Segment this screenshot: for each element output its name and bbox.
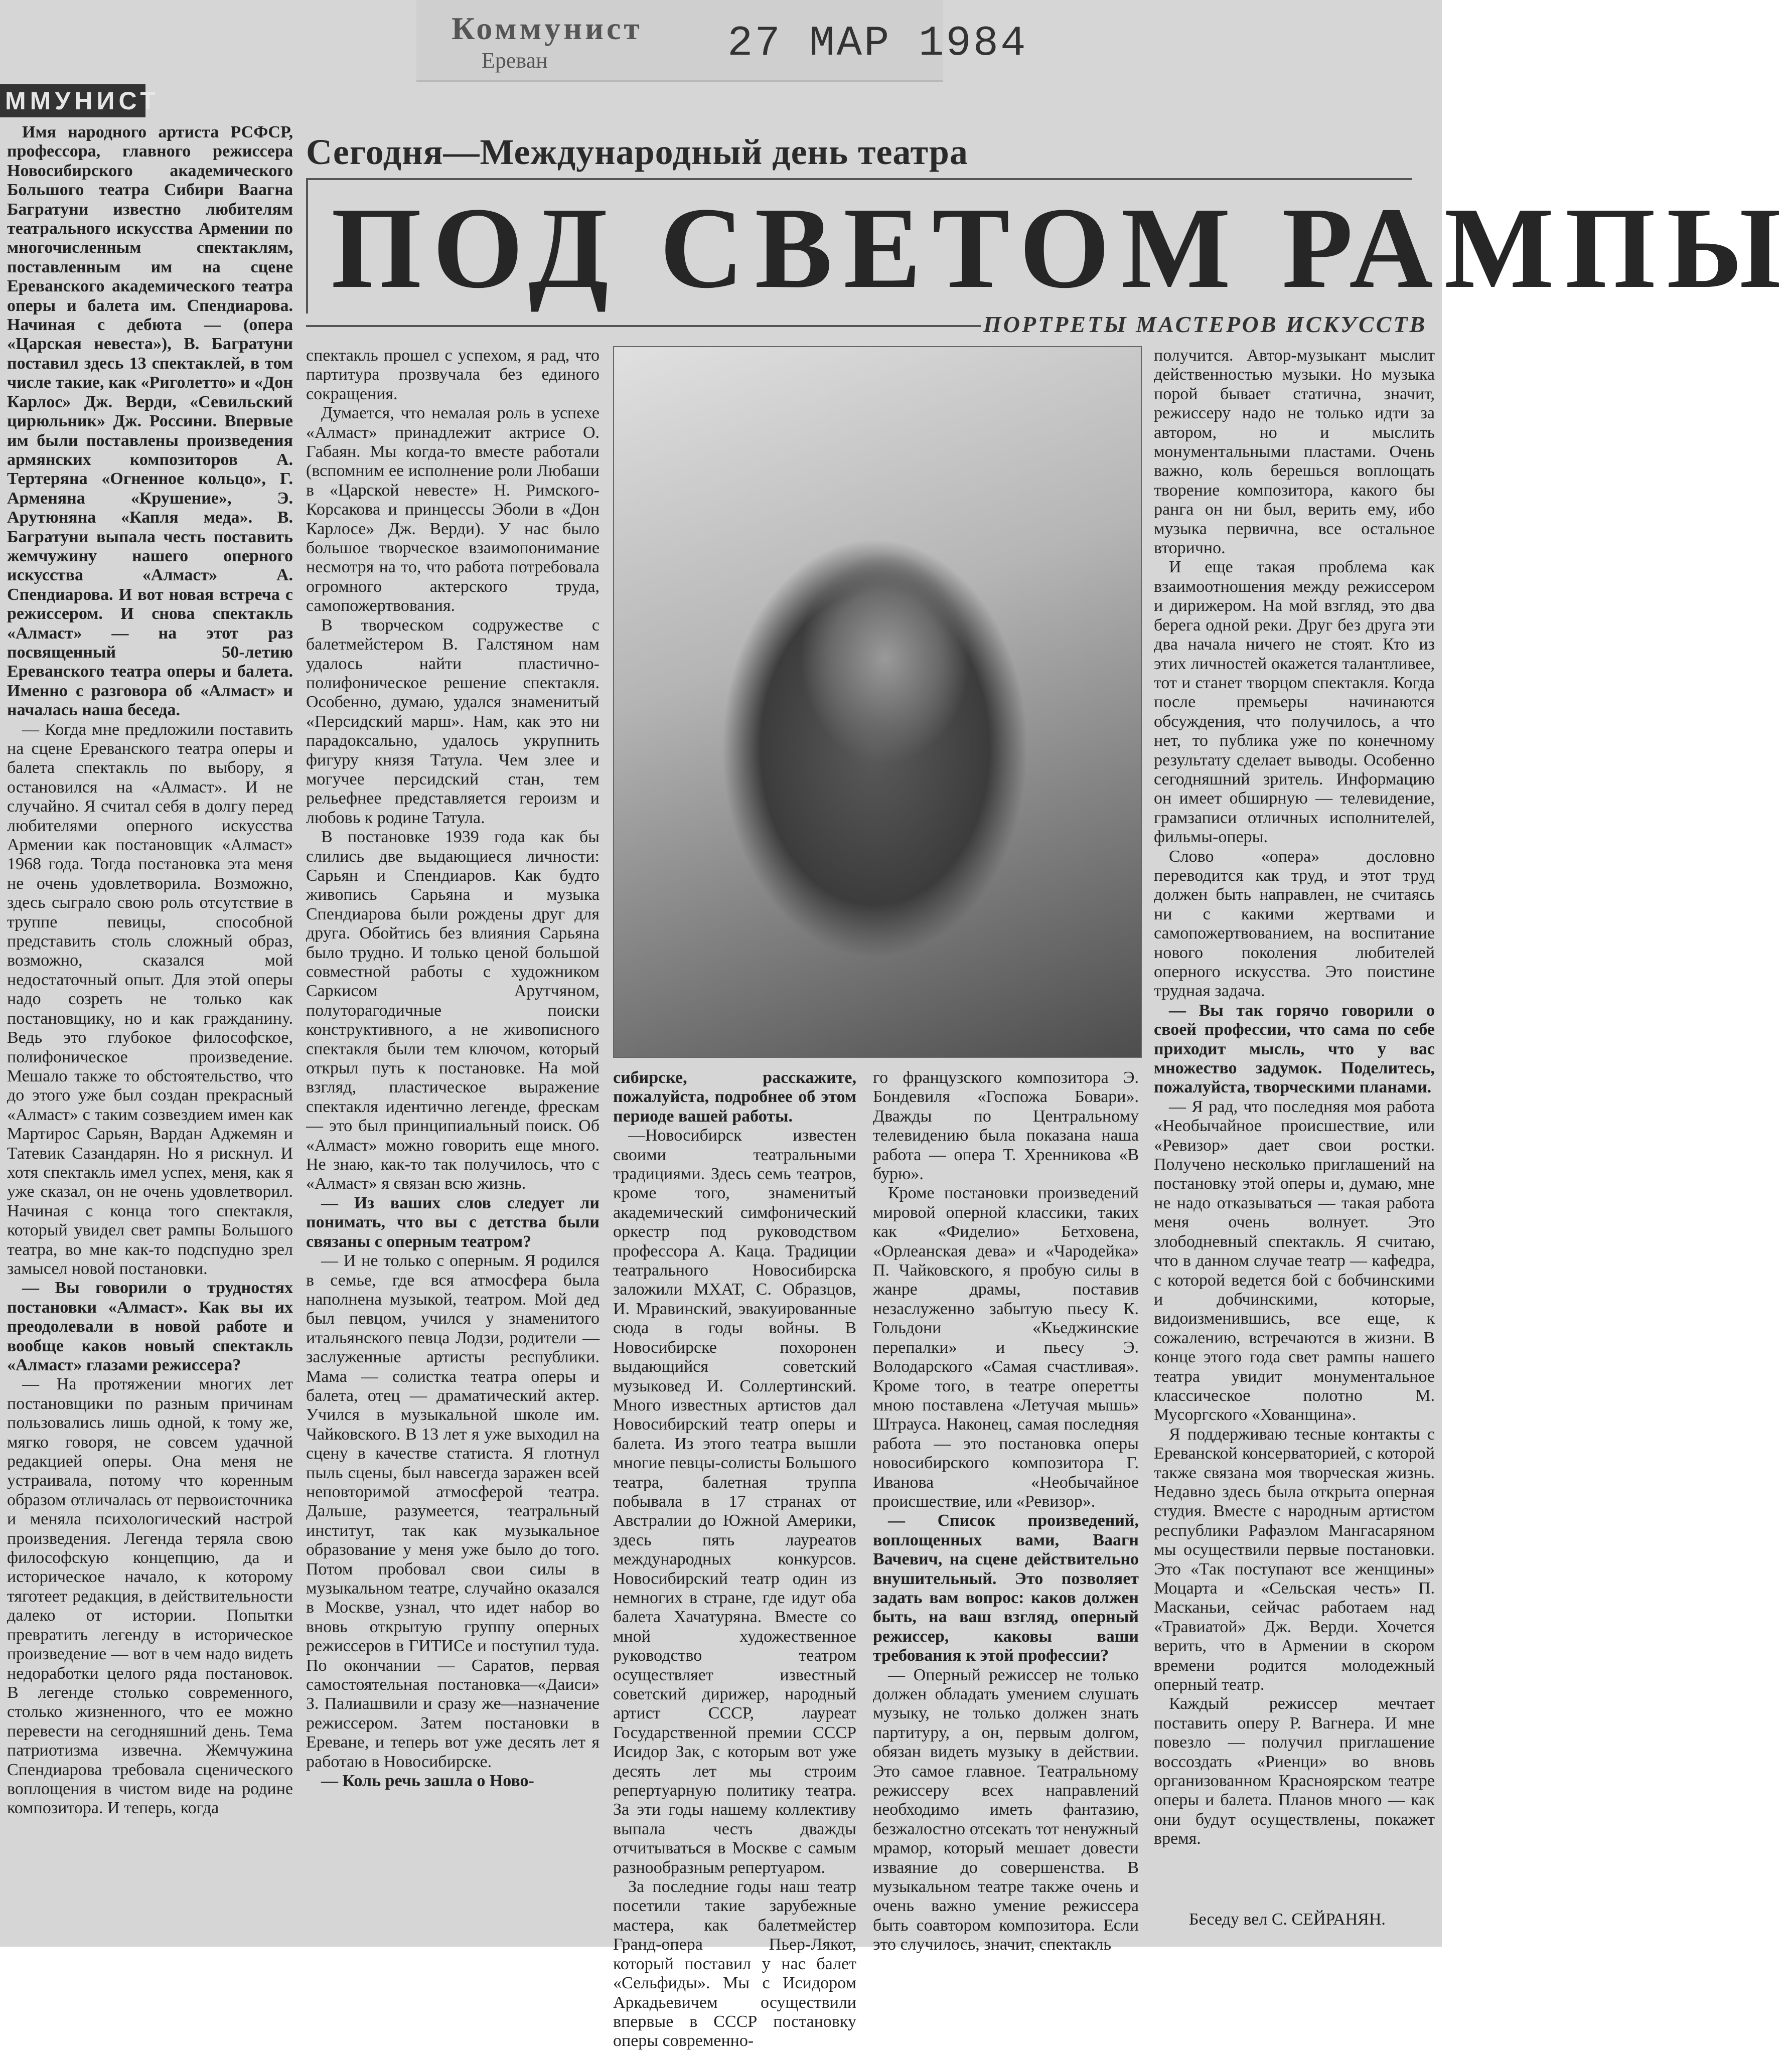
paragraph: получится. Автор-музыкант мыслит действенностью музыки. Но музыка порой бывает статична, значит, режиссеру надо не только идти за автором, но и мыслить монументальными пластами. Очень важно, коль берешься воплощать творение композитора, какого бы ранга он ни был, верить ему, ибо музыка первична, все остальное вторично. (1154, 346, 1435, 558)
paragraph: В творческом содружестве с балетмейстером В. Галстяном нам удалось найти пластично-полифоническое решение спектакля. Особенно, думаю, удался знаменитый «Персидский марш». Нам, как это ни парадоксально, удалось укрупнить фигуру князя Татула. Чем злее и могучее персидский стан, тем рельефнее представляется героизм и любовь к родине Татула. (306, 615, 600, 827)
paragraph: — На протяжении многих лет постановщики по разным причинам пользовались лишь одной, к тому же, мягко говоря, не совсем удачной редакцией оперы. Она меня не устраивала, потому что коренным образом отличалась от первоисточника и меняла психологический настрой произведения. Легенда теряла свою философскую концепцию, да и историческое начало, к которому тяготеет редакция, в действительности далеко от истории. Попытки превратить легенду в историческое произведение — вот в чем надо видеть недоработки целого ряда постановок. В легенде столько современного, столько жизненного, что ее можно перевести на сегодняшний день. Тема патриотизма извечна. Жемчужина Спендиарова требовала сценического воплощения в чистом виде на родине композитора. И теперь, когда (7, 1375, 293, 1818)
paragraph: И еще такая проблема как взаимоотношения между режиссером и дирижером. На мой взгляд, это два берега одной реки. Друг без друга эти два начала ничего не стоят. Кто из этих личностей окажется талантливее, тот и станет творцом спектакля. Когда после премьеры начинаются обсуждения, что получилось, а что нет, то публика уже по конечному результату сделает выводы. Особенно сегодняшний зритель. Информацию он имеет обширную — телевидение, грамзаписи отличных исполнителей, фильмы-оперы. (1154, 558, 1435, 847)
masthead-fragment: ММУНИСТ (0, 84, 145, 117)
question-paragraph: — Из ваших слов следует ли понимать, что вы с детства были связаны с оперным театром? (306, 1193, 600, 1251)
paragraph: Слово «опера» дословно переводится как труд, и этот труд должен быть направлен, не считаясь ни с какими жертвами и самопожертвованием, на воспитание нового поколения любителей оперного искусства. Это поистине трудная задача. (1154, 847, 1435, 1001)
column-5 (1154, 346, 1435, 1849)
headline: ПОД СВЕТОМ РАМПЫ (331, 184, 1792, 312)
paragraph: Кроме постановки произведений мировой оперной классики, таких как «Фиделио» Бетховена, «Орлеанская дева» и «Чародейка» П. Чайковского, я пробую силы в жанре драмы, поставив незаслуженно забытую пьесу К. Гольдони «Кьеджинские перепалки» и пьесу Э. Володарского «Самая счастливая». Кроме того, в театре оперетты мною поставлена «Летучая мышь» Штрауса. Наконец, самая последняя работа — это постановка оперы новосибирского композитора Г. Иванова «Необычайное происшествие, или «Ревизор». (873, 1184, 1139, 1511)
column-4 (873, 1068, 1139, 1955)
paragraph: спектакль прошел с успехом, я рад, что партитура прозвучала без единого сокращения. (306, 346, 600, 403)
paragraph: — Я рад, что последняя моя работа «Необычайное происшествие, или «Ревизор» дает свои ростки. Получено несколько приглашений на постановку этой оперы и, думаю, мне не надо отказываться — такая работа меня очень волнует. Это злободневный спектакль. Я считаю, что в данном случае театр — кафедра, с которой ведется бой с бобчинскими и добчинскими, которые, видоизменившись, все еще, к сожалению, встречаются в жизни. В конце этого года свет рампы нашего театра увидит монументальное классическое полотно М. Мусоргского «Хованщина». (1154, 1097, 1435, 1425)
paragraph: Каждый режиссер мечтает поставить оперу Р. Вагнера. И мне повезло — получил приглашение воссоздать «Риенци» во вновь организованном Красноярском театре оперы и балета. Планов много — как они будут осуществлены, покажет время. (1154, 1694, 1435, 1848)
question-paragraph: — Вы говорили о трудностях постановки «Алмаст». Как вы их преодолевали в новой работе и вообще каков новый спектакль «Алмаст» глазами режиссера? (7, 1279, 293, 1374)
question-paragraph: — Вы так горячо говорили о своей профессии, что сама по себе приходит мысль, что у вас множество задумок. Поделитесь, пожалуйста, творческими планами. (1154, 1001, 1435, 1097)
city-stamp: Ереван (482, 48, 548, 73)
column-2 (306, 346, 600, 1791)
kicker: Сегодня—Международный день театра (306, 132, 968, 172)
paragraph: го французского композитора Э. Бондевиля «Госпожа Бовари». Дважды по Центральному телевидению была показана наша работа — опера Т. Хренникова «В бурю». (873, 1068, 1139, 1184)
rubric: ПОРТРЕТЫ МАСТЕРОВ ИСКУССТВ (983, 311, 1427, 337)
question-paragraph: сибирске, расскажите, пожалуйста, подробнее об этом периоде вашей работы. (613, 1068, 856, 1126)
paragraph: — Когда мне предложили поставить на сцене Ереванского театра оперы и балета спектакль по выбору, я остановился на «Алмаст». И не случайно. Я считал себя в долгу перед любителями оперного искусства Армении как постановщик «Алмаст» 1968 года. Тогда постановка эта меня не очень удовлетворила. Возможно, здесь сыграло свою роль отсутствие в труппе певицы, способной представить столь сложный образ, возможно, сказался мой недостаточный опыт. Для этой оперы надо созреть не только как постановщику, но и как гражданину. Ведь это глубокое философское, полифоническое произведение. Мешало также то обстоятельство, что до этого уже был создан прекрасный «Алмаст» с таким созвездием имен как Мартирос Сарьян, Вардан Аджемян и Татевик Сазандарян. Но я рискнул. И хотя спектакль имел успех, меня, как я уже сказал, он не очень удовлетворил. Начиная с конца того спектакля, который увидел свет рампы Большого театра, во мне как-то подспудно зрел замысел новой постановки. (7, 720, 293, 1278)
portrait-photo (613, 346, 1142, 1058)
question-paragraph: — Список произведений, воплощенных вами, Ваагн Вачевич, на сцене действительно внушительный. Это позволяет задать вам вопрос: каков должен быть, на ваш взгляд, оперный режиссер, каковы ваши требования к этой профессии? (873, 1511, 1139, 1665)
newspaper-stamp: Коммунист (452, 11, 643, 46)
paragraph: — И не только с оперным. Я родился в семье, где вся атмосфера была наполнена музыкой, театром. Мой дед был певцом, учился у знаменитого итальянского певца Лодзи, родители — заслуженные артисты республики. Мама — солистка театра оперы и балета, отец — драматический актер. Учился в музыкальной школе им. Чайковского. В 13 лет я уже выходил на сцену в качестве статиста. Я глотнул пыль сцены, был навсегда заражен всей неповторимой атмосферой театра. Дальше, разумеется, театральный институт, так как музыкальное образование у меня уже было до того. Потом пробовал свои силы в музыкальном театре, случайно оказался в Москве, узнал, что идет набор во вновь открытую группу оперных режиссеров в ГИТИСе и поступил туда. По окончании — Саратов, первая самостоятельная постановка—«Даиси» З. Палиашвили и сразу же—назначение режиссером. Затем постановки в Ереване, и теперь вот уже десять лет я работаю в Новосибирске. (306, 1251, 600, 1771)
column-1 (7, 123, 293, 1818)
rubric-rule (306, 325, 981, 327)
intro-paragraph: Имя народного артиста РСФСР, профессора, главного режиссера Новосибирского академического Большого театра Сибири Ваагна Багратуни известно любителям театрального искусства Армении по многочисленным спектаклям, поставленным им на сцене Ереванского академического театра оперы и балета им. Спендиарова. Начиная с дебюта — (опера «Царская невеста»), В. Багратуни поставил здесь 13 спектаклей, в том числе такие, как «Риголетто» и «Дон Карлос» Дж. Верди, «Севильский цирюльник» Дж. Россини. Впервые им были поставлены произведения армянских композиторов А. Тертеряна «Огненное кольцо», Г. Арменяна «Крушение», Э. Арутюняна «Капля меда». В. Багратуни выпала честь поставить жемчужину нашего оперного искусства «Алмаст» А. Спендиарова. И вот новая встреча с режиссером. И снова спектакль «Алмаст» — на этот раз посвященный 50-летию Ереванского театра оперы и балета. Именно с разговора об «Алмаст» и началась наша беседа. (7, 123, 293, 720)
date-stamp: 27 МАР 1984 (727, 20, 1028, 68)
paragraph: Думается, что немалая роль в успехе «Алмаст» принадлежит актрисе О. Габаян. Мы когда-то вместе работали (вспомним ее исполнение роли Любаши в «Царской невесте» Н. Римского-Корсакова и принцессы Эболи в «Дон Карлосе» Дж. Верди). У нас было большое творческое взаимопонимание несмотря на то, что работа потребовала огромного актерского труда, самопожертвования. (306, 404, 600, 615)
signature-line: Беседу вел С. СЕЙРАНЯН. (1189, 1910, 1386, 1929)
paragraph: Я поддерживаю тесные контакты с Ереванской консерваторией, с которой также связана моя творческая жизнь. Недавно здесь была открыта оперная студия. Вместе с народным артистом республики Рафаэлом Мангасаряном мы осуществили первые постановки. Это «Так поступают все женщины» Моцарта и «Сельская честь» П. Масканьи, сейчас работаем над «Травиатой» Дж. Верди. Хочется верить, что в Армении в скором времени родится молодежный оперный театр. (1154, 1425, 1435, 1694)
paragraph: В постановке 1939 года как бы слились две выдающиеся личности: Сарьян и Спендиаров. Как будто живопись Сарьяна и музыка Спендиарова были рождены друг для друга. Обойтись без влияния Сарьяна было трудно. И только ценой большой совместной работы с художником Саркисом Арутчяном, полуторагодичные поиски конструктивного, а не живописного спектакля были тем ключом, который открыл путь к постановке. На мой взгляд, пластическое выражение спектакля идентично легенде, фрескам — это был принципиальный поиск. Об «Алмаст» можно говорить еще много. Не знаю, как-то так получилось, что с «Алмаст» я связан всю жизнь. (306, 828, 600, 1193)
question-paragraph: — Коль речь зашла о Ново- (321, 1772, 534, 1791)
paragraph: —Новосибирск известен своими театральными традициями. Здесь семь театров, кроме того, знаменитый академический симфонический оркестр под руководством профессора А. Каца. Традиции театрального Новосибирска заложили МХАТ, С. Образцов, И. Мравинский, эвакуированные сюда в годы войны. В Новосибирске похоронен выдающийся советский музыковед И. Соллертинский. Много известных артистов дал Новосибирский театр оперы и балета. Из этого театра вышли многие певцы-солисты Большого театра, балетная труппа побывала в 17 странах от Австралии до Южной Америки, здесь пять лауреатов международных конкурсов. Новосибирский театр один из немногих в стране, где идут оба балета Хачатуряна. Вместе со мной художественное руководство театром осуществляет известный советский дирижер, народный артист СССР, лауреат Государственной премии СССР Исидор Зак, с которым вот уже десять лет мы строим репертуарную политику театра. За эти годы нашему коллективу выпала честь дважды отчитываться в Москве с самым разнообразным репертуаром. (613, 1126, 856, 1877)
paragraph: — Оперный режиссер не только должен обладать умением слушать музыку, не только должен знать партитуру, а он, первым долгом, обязан видеть музыку в действии. Это самое главное. Театральному режиссеру всех направлений необходимо иметь фантазию, безжалостно отсекать тот ненужный мрамор, который мешает довести изваяние до совершенства. В музыкальном театре также очень и очень важно умение режиссера быть соавтором композитора. Если это случилось, значит, спектакль (873, 1665, 1139, 1954)
column-3 (613, 1068, 856, 2051)
paragraph: За последние годы наш театр посетили такие зарубежные мастера, как балетмейстер Гранд-опера Пьер-Лякот, который поставил у нас балет «Сельфиды». Мы с Исидором Аркадьевичем осуществили впервые в СССР постановку оперы современно- (613, 1877, 856, 2050)
